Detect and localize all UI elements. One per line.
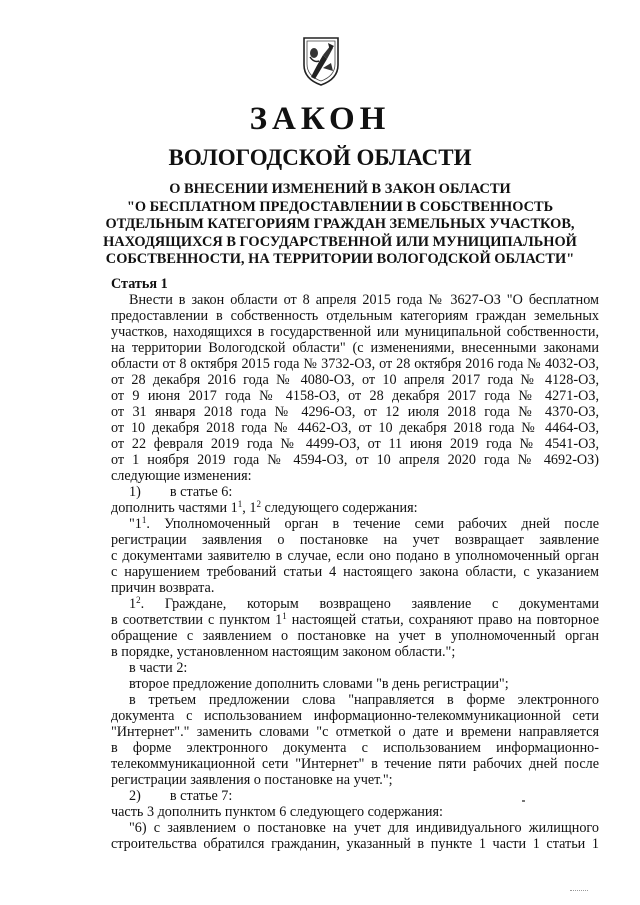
body-line: дополнить частями $1^1$, $1^2$ следующего содержания: bbox=[111, 499, 418, 516]
subject-line: О ВНЕСЕНИИ ИЗМЕНЕНИЙ В ЗАКОН ОБЛАСТИ bbox=[169, 181, 511, 197]
subject-line: НАХОДЯЩИХСЯ В ГОСУДАРСТВЕННОЙ ИЛИ МУНИЦИПАЛЬНОЙ bbox=[103, 233, 577, 250]
body-line: второе предложение дополнить словами "в день регистрации"; bbox=[129, 676, 509, 692]
body-line: обращение с заявлением о постановке на учет в уполномоченный орган bbox=[111, 628, 599, 644]
article-heading: Статья 1 bbox=[111, 276, 168, 292]
body-line: от 1 ноября 2019 года № 4594-ОЗ, от 10 апреля 2020 года № 4692-ОЗ) bbox=[111, 452, 599, 468]
item-text: в статье 6: bbox=[169, 484, 233, 500]
body-line: участков, находящихся в государственной или муниципальной собственности, bbox=[111, 324, 599, 340]
body-line: следующие изменения: bbox=[111, 468, 252, 484]
body-line: в части 2: bbox=[129, 660, 188, 676]
part-1-1: "$1^1$. Уполномоченный орган в течение семи рабочих дней после bbox=[129, 515, 599, 532]
subject-line: ОТДЕЛЬНЫМ КАТЕГОРИЯМ ГРАЖДАН ЗЕМЕЛЬНЫХ УЧАСТКОВ, bbox=[105, 216, 575, 233]
part-1-2: $1^2$. Граждане, которым возвращено заявление с документами bbox=[129, 595, 599, 612]
law-body bbox=[111, 276, 599, 852]
body-line: "Интернет"." заменить словами "с отметкой о дате и времени направляется bbox=[111, 724, 599, 740]
body-line: регистрации заявления о постановке на учет возвращает заявление bbox=[111, 532, 599, 548]
list-item-1 bbox=[111, 484, 599, 500]
body-line: причин возврата. bbox=[111, 580, 215, 596]
body-line: часть 3 дополнить пунктом 6 следующего содержания: bbox=[111, 804, 443, 820]
document-region: ВОЛОГОДСКОЙ ОБЛАСТИ bbox=[168, 145, 472, 170]
body-line: в порядке, установленном настоящим законом области."; bbox=[111, 644, 456, 660]
subject-line: "О БЕСПЛАТНОМ ПРЕДОСТАВЛЕНИИ В СОБСТВЕННОСТЬ bbox=[126, 198, 554, 215]
list-item-2 bbox=[111, 788, 599, 804]
body-line: от 9 июня 2017 года № 4158-ОЗ, от 28 декабря 2017 года № 4271-ОЗ, bbox=[111, 388, 599, 404]
coat-of-arms-emblem bbox=[301, 35, 341, 87]
body-line: с документами заявителю в случае, если оно подано в уполномоченный орган bbox=[111, 548, 599, 564]
body-line: регистрации заявления о постановке на учет."; bbox=[111, 772, 393, 788]
body-line: области от 8 октября 2015 года № 3732-ОЗ, от 28 октября 2016 года № 4032-ОЗ, bbox=[111, 356, 599, 372]
body-line: предоставлении в собственность отдельным категориям граждан земельных bbox=[111, 308, 599, 324]
body-line: Внести в закон области от 8 апреля 2015 года № 3627-ОЗ "О бесплатном bbox=[129, 292, 599, 308]
body-line: "6) с заявлением о постановке на учет для индивидуального жилищного bbox=[129, 820, 599, 836]
item-label: 1) bbox=[129, 484, 141, 500]
body-line: в третьем предложении слова "направляется в форме электронного bbox=[129, 692, 599, 708]
body-line: в форме электронного документа с использованием информационно- bbox=[111, 740, 599, 756]
item-label: 2) bbox=[129, 788, 141, 804]
body-line: с нарушением требований статьи 4 настоящего закона области, с указанием bbox=[111, 564, 599, 580]
body-line: строительства обратился гражданин, указанный в пункте 1 части 1 статьи 1 bbox=[111, 836, 599, 852]
body-line: от 10 декабря 2018 года № 4462-ОЗ, от 10 декабря 2018 года № 4464-ОЗ, bbox=[111, 420, 599, 436]
body-line: от 31 января 2018 года № 4296-ОЗ, от 12 июля 2018 года № 4370-ОЗ, bbox=[111, 404, 599, 420]
body-line: телекоммуникационной сети "Интернет" в течение пяти рабочих дней после bbox=[111, 756, 599, 772]
document-title: ЗАКОН bbox=[249, 101, 391, 137]
body-line: в соответствии с пунктом $1^1$ настоящей статьи, сохраняют право на повторное bbox=[111, 611, 600, 628]
scan-speck bbox=[570, 890, 588, 893]
law-subject bbox=[90, 181, 590, 269]
subject-line: СОБСТВЕННОСТИ, НА ТЕРРИТОРИИ ВОЛОГОДСКОЙ ОБЛАСТИ" bbox=[105, 251, 575, 268]
body-line: документа с использованием информационно-телекоммуникационной сети bbox=[111, 708, 599, 724]
body-line: на территории Вологодской области" (с изменениями, внесенными законами bbox=[111, 340, 599, 356]
body-line: от 22 февраля 2019 года № 4499-ОЗ, от 11 июня 2019 года № 4541-ОЗ, bbox=[111, 436, 599, 452]
item-text: в статье 7: bbox=[169, 788, 233, 804]
scan-speck bbox=[522, 800, 525, 802]
body-line: от 28 декабря 2016 года № 4080-ОЗ, от 10 апреля 2017 года № 4128-ОЗ, bbox=[111, 372, 599, 388]
